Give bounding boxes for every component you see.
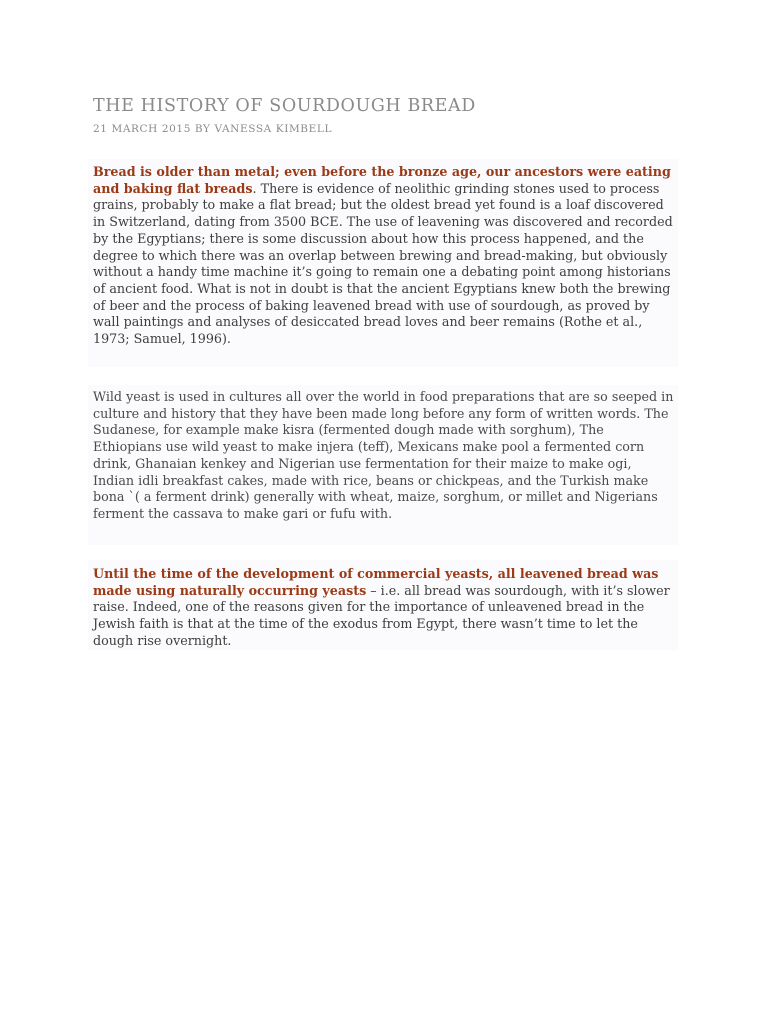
article-byline: 21 MARCH 2015 BY VANESSA KIMBELL <box>93 123 333 135</box>
paragraph-2-body: Wild yeast is used in cultures all over the world in food preparations that are so seeped in culture and history that they have been made long before any form of written words. The Sudanese, for example make kisra (fermented dough made with sorghum), The Ethiopians use wild yeast to make injera (teff), Mexicans make pool a fermented corn drink, Ghanaian kenkey and Nigerian use fermentation for their maize to make ogi, Indian idli breakfast cakes, made with rice, beans or chickpeas, and the Turkish make bona `( a ferment drink) generally with wheat, maize, sorghum, or millet and Nigerians ferment the cassava to make gari or fufu with. <box>93 389 674 521</box>
paragraph-block-3 <box>88 560 678 650</box>
paragraph-2 <box>93 389 674 523</box>
paragraph-3-body: – i.e. all bread was sourdough, with it’s slower raise. Indeed, one of the reasons given for the importance of unleavened bread in the Jewish faith is that at the time of the exodus from Egypt, there wasn’t time to let the dough rise overnight. <box>93 582 670 648</box>
paragraph-3 <box>93 566 674 650</box>
paragraph-block-1 <box>88 159 678 367</box>
article-title: THE HISTORY OF SOURDOUGH BREAD <box>93 96 476 116</box>
paragraph-1-lead: Bread is older than metal; even before the bronze age, our ancestors were eating and baking flat breads <box>93 164 671 196</box>
paragraph-1 <box>93 164 674 348</box>
paragraph-3-lead: Until the time of the development of commercial yeasts, all leavened bread was made using naturally occurring yeasts <box>93 566 659 598</box>
paragraph-1-body: . There is evidence of neolithic grinding stones used to process grains, probably to make a flat bread; but the oldest bread yet found is a loaf discovered in Switzerland, dating from 3500 BCE. The use of leavening was discovered and recorded by the Egyptians; there is some discussion about how this process happened, and the degree to which there was an overlap between brewing and bread-making, but obviously without a handy time machine it’s going to remain one a debating point among historians of ancient food. What is not in doubt is that the ancient Egyptians knew both the brewing of beer and the process of baking leavened bread with use of sourdough, as proved by wall paintings and analyses of desiccated bread loves and beer remains (Rothe et al., 1973; Samuel, 1996). <box>93 180 673 347</box>
paragraph-block-2 <box>88 385 678 545</box>
